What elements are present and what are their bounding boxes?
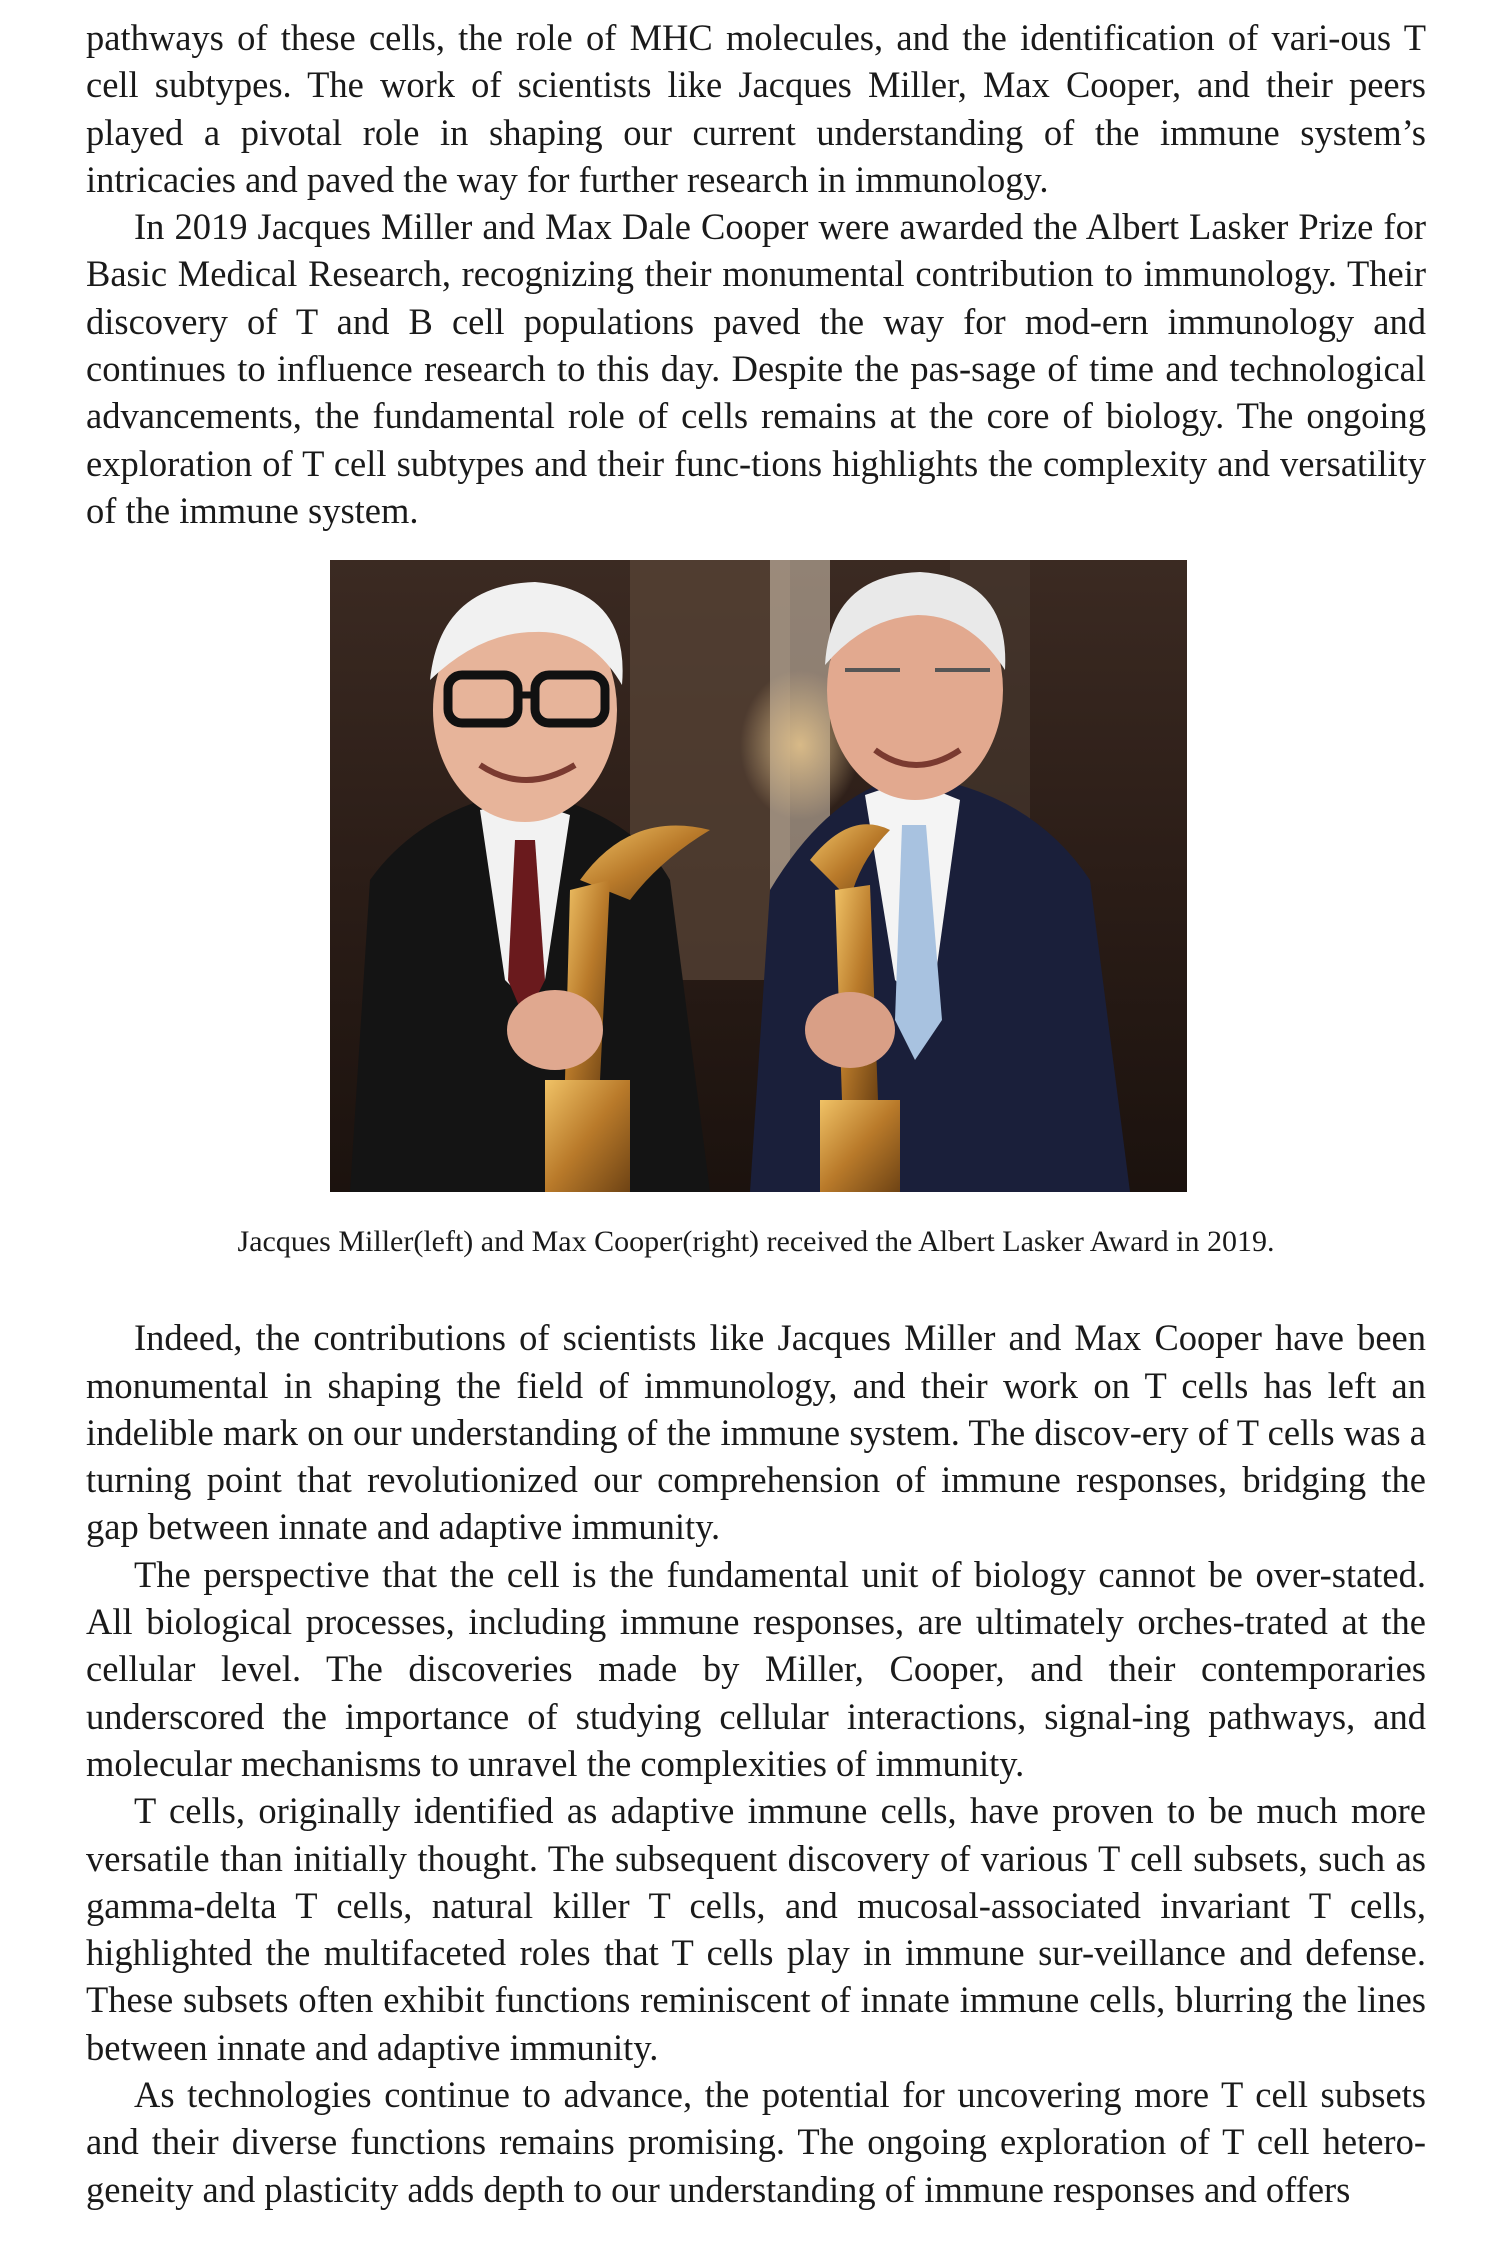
- body-paragraph: As technologies continue to advance, the potential for uncovering more T cell subsets and their diverse functions remains promising. The ongoing exploration of T cell hetero-geneity and plasticity adds depth to our understanding of immune responses and offers: [86, 2074, 1426, 2210]
- figure: [86, 534, 1426, 1314]
- book-page: [86, 14, 1426, 2213]
- body-paragraph: In 2019 Jacques Miller and Max Dale Cooper were awarded the Albert Lasker Prize for Basic Medical Research, recognizing their monumental contribution to immunology. Their discovery of T and B cell populations paved the way for mod-ern immunology and continues to influence research to this day. Despite the pas-sage of time and technological advancements, the fundamental role of cells remains at the core of biology. The ongoing exploration of T cell subtypes and their func-tions highlights the complexity and versatility of the immune system.: [86, 206, 1426, 531]
- body-paragraph: T cells, originally identified as adaptive immune cells, have proven to be much more versatile than initially thought. The subsequent discovery of various T cell subsets, such as gamma-delta T cells, natural killer T cells, and mucosal-associated invariant T cells, highlighted the multifaceted roles that T cells play in immune sur-veillance and defense. These subsets often exhibit functions reminiscent of innate immune cells, blurring the lines between innate and adaptive immunity.: [86, 1790, 1426, 2068]
- body-paragraph: pathways of these cells, the role of MHC molecules, and the identification of vari-ous T cell subtypes. The work of scientists like Jacques Miller, Max Cooper, and their peers played a pivotal role in shaping our current understanding of the immune system’s intricacies and paved the way for further research in immunology.: [86, 17, 1426, 200]
- body-paragraph: Indeed, the contributions of scientists like Jacques Miller and Max Cooper have been monumental in shaping the field of immunology, and their work on T cells has left an indelible mark on our understanding of the immune system. The discov-ery of T cells was a turning point that revolutionized our comprehension of immune responses, bridging the gap between innate and adaptive immunity.: [86, 1317, 1426, 1548]
- award-photo-illustration: [330, 560, 1187, 1192]
- award-photo: [330, 560, 1187, 1192]
- body-paragraph: The perspective that the cell is the fundamental unit of biology cannot be over-stated. All biological processes, including immune responses, are ultimately orches-trated at the cellular level. The discoveries made by Miller, Cooper, and their contemporaries underscored the importance of studying cellular interactions, signal-ing pathways, and molecular mechanisms to unravel the complexities of immunity.: [86, 1553, 1426, 1784]
- figure-caption: Jacques Miller(left) and Max Cooper(right) received the Albert Lasker Award in 2019.: [237, 1225, 1275, 1259]
